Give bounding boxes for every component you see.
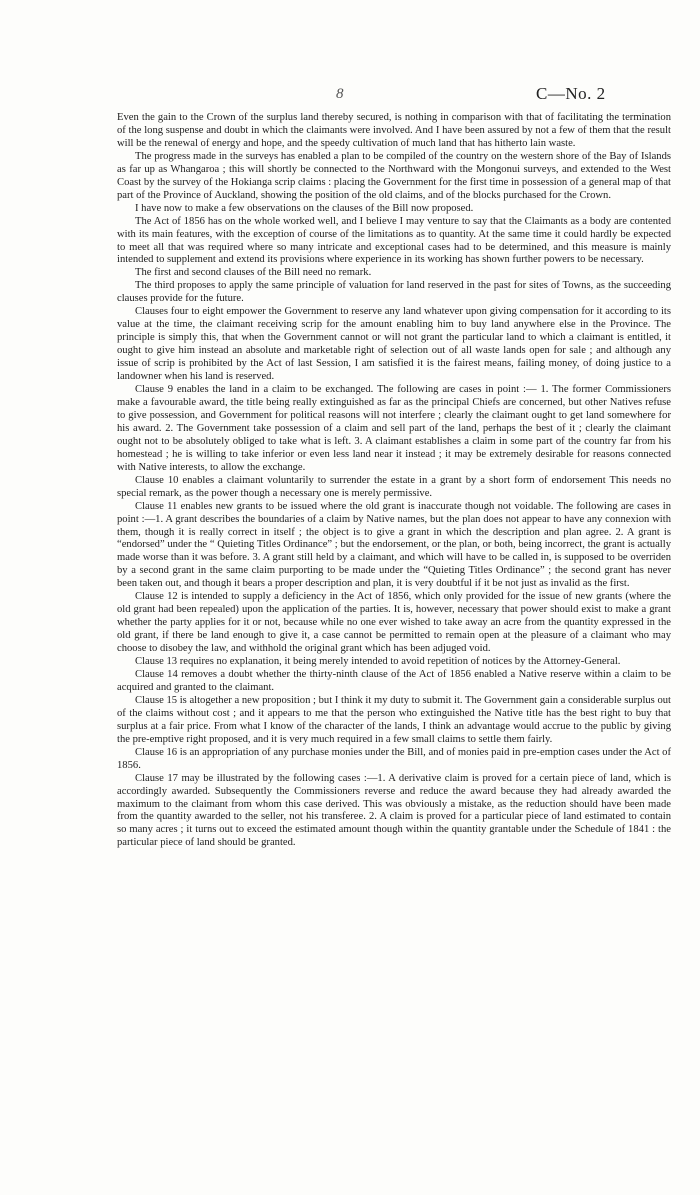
paragraph: Clause 14 removes a doubt whether the thirty-ninth clause of the Act of 1856 enabled a Native reserve within a claim to be acquired and granted to the claimant. bbox=[117, 668, 671, 693]
paragraph: The Act of 1856 has on the whole worked well, and I believe I may venture to say that the Claimants as a body are contented with its main features, with the exception of course of the limitations as to quantity. At the same time it could hardly be expected to meet all that was required where so many intricate and exceptional cases had to be determined, and this measure is mainly intended to supplement and extend its provisions where experience in its working has shown further powers to be necessary. bbox=[117, 215, 671, 266]
paragraph: Clause 11 enables new grants to be issued where the old grant is inaccurate though not voidable. The following are cases in point :—1. A grant describes the boundaries of a claim by Native names, but the plan does not appear to have any connexion with them, though it is really correct in itself ; the object is to give a grant in which the description and plan agree. 2. A grant is “endorsed” under the “ Quieting Titles Ordinance” ; but the endorsement, or the plan, or both, being incorrect, the grant is actually made worse than it was before. 3. A grant still held by a claimant, and which will have to be called in, is supposed to be overriden by a second grant in the same claim purporting to be made under the “Quieting Titles Ordinance” ; the second grant has never been taken out, and though it bears a proper description and plan, it is very doubtful if it be not just as invalid as the first. bbox=[117, 500, 671, 590]
paragraph: The first and second clauses of the Bill need no remark. bbox=[135, 267, 372, 279]
page-number: 8 bbox=[336, 86, 344, 102]
paragraph: Even the gain to the Crown of the surplus land thereby secured, is nothing in comparison with that of facilitating the termination of the long suspense and doubt in which the claimants were involved. And I have been assured by not a few of them that the result will be the renewal of energy and hope, and the speedy cultivation of much land that has hitherto lain waste. bbox=[117, 112, 671, 149]
paragraph: Clause 16 is an appropriation of any purchase monies under the Bill, and of monies paid in pre-emption cases under the Act of 1856. bbox=[117, 746, 671, 771]
document-reference: C—No. 2 bbox=[536, 84, 606, 103]
paragraph: Clause 15 is altogether a new proposition ; but I think it my duty to submit it. The Government gain a considerable surplus out of the claims without cost ; and it appears to me that the person who extinguished the Native title has the best right to buy that surplus at a fair price. From what I know of the character of the lands, I think an advantage would accrue to the public by giving the pre-emptive right proposed, and it is very much required in a few small claims to settle them fairly. bbox=[117, 694, 671, 745]
paragraph: Clause 10 enables a claimant voluntarily to surrender the estate in a grant by a short form of endorsement This needs no special remark, as the power though a necessary one is merely permissive. bbox=[117, 474, 671, 499]
paragraph: The progress made in the surveys has enabled a plan to be compiled of the country on the western shore of the Bay of Islands as far up as Whangaroa ; this will shortly be connected to the Northward with the Mongonui surveys, and extended to the West Coast by the survey of the Hokianga scrip claims : placing the Government for the first time in possession of a general map of that part of the Province of Auckland, showing the position of the old claims, and of the blocks purchased for the Crown. bbox=[117, 150, 671, 201]
paragraph: Clause 17 may be illustrated by the following cases :—1. A derivative claim is proved for a certain piece of land, which is accordingly awarded. Subsequently the Commissioners reverse and reduce the award because they had already awarded the maximum to the claimant from whom this case derived. This was obviously a mistake, as the reduction should have been made from the quantity awarded to the seller, not his transferee. 2. A claim is proved for a particular piece of land estimated to contain so many acres ; it turns out to exceed the estimated amount though within the quantity grantable under the Schedule of 1841 : the particular piece of land should be granted. bbox=[117, 772, 671, 849]
body-text bbox=[117, 112, 671, 850]
paragraph: Clause 12 is intended to supply a deficiency in the Act of 1856, which only provided for the issue of new grants (where the old grant had been repealed) upon the application of the parties. It is, however, necessary that power should exist to make a grant whether the party applies for it or not, because while no one ever wished to take away an acre from the quantity expressed in the old grant, if there be land enough to give it, a case cannot be permitted to remain open at the pleasure of a claimant who may choose to disobey the law, and withhold the original grant which has been adjuged void. bbox=[117, 591, 671, 655]
paragraph: I have now to make a few observations on the clauses of the Bill now proposed. bbox=[135, 202, 474, 214]
paragraph: Clause 9 enables the land in a claim to be exchanged. The following are cases in point :— 1. The former Commissioners make a favourable award, the title being really extinguished as far as the principal Chiefs are concerned, but other Natives refuse to give possession, and Government for political reasons will not interfere ; clearly the claimant ought to get land somewhere for his award. 2. The Government take possession of a claim and sell part of the land, perhaps the best of it ; clearly the claimant ought not to be absolutely obliged to take what is left. 3. A claimant establishes a claim in some part of the country far from his homestead ; he is willing to take inferior or even less land near it instead ; it may be extremely desirable for reasons connected with Native interests, to allow the exchange. bbox=[117, 384, 671, 473]
paragraph: Clause 13 requires no explanation, it being merely intended to avoid repetition of notices by the Attorney-General. bbox=[135, 656, 621, 668]
paragraph: Clauses four to eight empower the Government to reserve any land whatever upon giving compensation for it according to its value at the time, the claimant receiving scrip for the amount enabling him to buy land anywhere else in the Province. The principle is simply this, that when the Government cannot or will not grant the particular land to which a claimant is entitled, it ought to give him instead an absolute and marketable right of selection out of all waste lands open for sale ; and although any issue of scrip is prohibited by the Act of last Session, I am satisfied it is the fairest means, failing money, of doing justice to a landowner when his land is reserved. bbox=[117, 306, 671, 383]
paragraph: The third proposes to apply the same principle of valuation for land reserved in the past for sites of Towns, as the succeeding clauses provide for the future. bbox=[117, 280, 671, 305]
